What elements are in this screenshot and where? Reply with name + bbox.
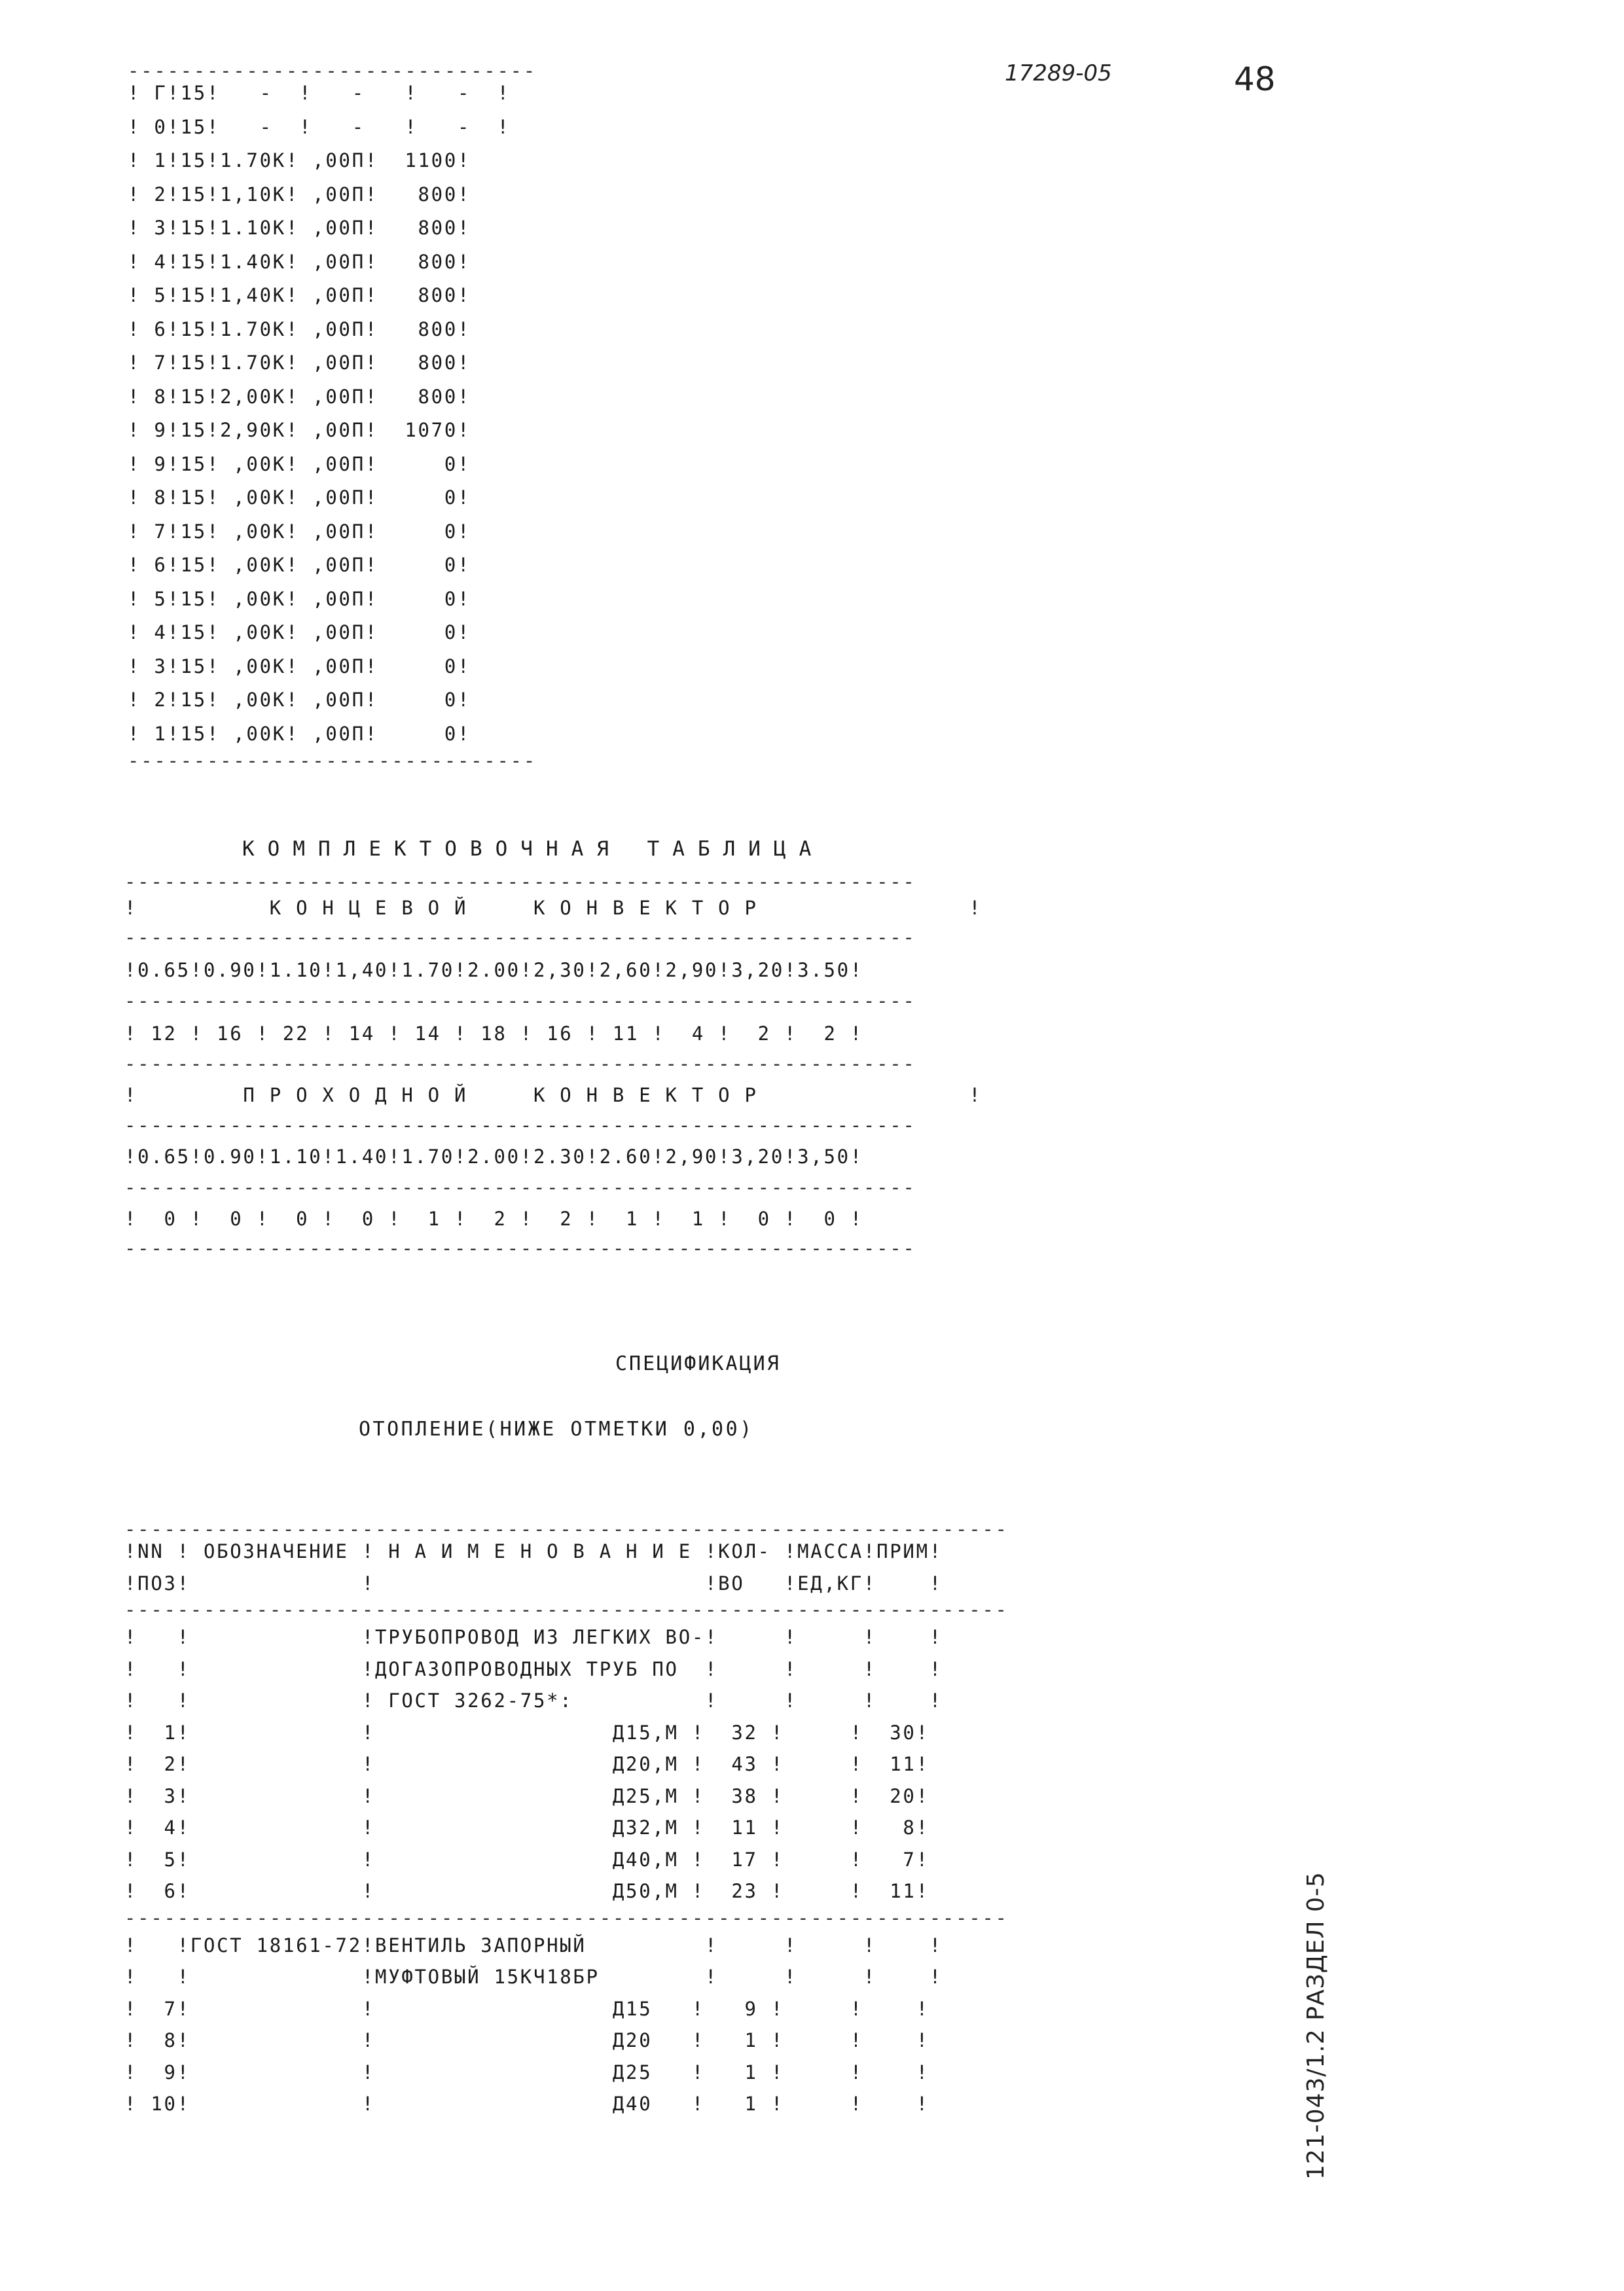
spec-row: ! 7! ! Д15 ! 9 ! ! ! xyxy=(124,1997,929,2020)
table-rule: ------------------------------------------------------------ xyxy=(124,1237,916,1259)
table-row: ! 9!15! ,00К! ,00П! 0! xyxy=(128,452,471,475)
table-row: ! 5!15!1,40К! ,00П! 800! xyxy=(128,284,471,306)
table-row: ! 1!15!1.70К! ,00П! 1100! xyxy=(128,149,471,171)
spec-row: ! ! ! ГОСТ 3262-75*: ! ! ! ! xyxy=(124,1689,943,1712)
document-code: 17289-05 xyxy=(1005,60,1112,86)
table-row: ! 7!15! ,00К! ,00П! 0! xyxy=(128,520,471,543)
spec-row: ! ! !ТРУБОПРОВОД ИЗ ЛЕГКИХ ВО-! ! ! ! xyxy=(124,1626,943,1648)
table-rule: ------------------------------- xyxy=(128,749,537,772)
table-rule: ------------------------------------------------------------ xyxy=(124,926,916,948)
spec-row: ! 4! ! Д32,М ! 11 ! ! 8! xyxy=(124,1816,929,1839)
kt-table-title: КОМПЛЕКТОВОЧНАЯ ТАБЛИЦА xyxy=(242,837,825,861)
spec-subtitle: ОТОПЛЕНИЕ(НИЖЕ ОТМЕТКИ 0,00) xyxy=(359,1418,754,1441)
spec-header-row: !ПОЗ! ! !ВО !ЕД,КГ! ! xyxy=(124,1572,943,1595)
table-rule: ------------------------------------------------------------ xyxy=(124,1114,916,1136)
table-rule: ------------------------------------------------------------------- xyxy=(124,1906,1009,1929)
table-rule: ------------------------------- xyxy=(128,60,537,82)
table-row: ! 0!15! - ! - ! - ! xyxy=(128,115,511,138)
spec-row: ! 5! ! Д40,М ! 17 ! ! 7! xyxy=(124,1848,929,1871)
spec-title: СПЕЦИФИКАЦИЯ xyxy=(615,1352,781,1375)
table-row: ! 4!15!1.40К! ,00П! 800! xyxy=(128,250,471,273)
table-row: ! 6!15! ,00К! ,00П! 0! xyxy=(128,554,471,576)
table-rule: ------------------------------------------------------------------- xyxy=(124,1598,1009,1621)
pass-convector-header: ! П Р О Х О Д Н О Й К О Н В Е К Т О Р ! xyxy=(124,1084,983,1106)
spec-row: ! 9! ! Д25 ! 1 ! ! ! xyxy=(124,2061,929,2084)
spec-row: ! 10! ! Д40 ! 1 ! ! ! xyxy=(124,2093,929,2115)
end-convector-header: ! К О Н Ц Е В О Й К О Н В Е К Т О Р ! xyxy=(124,897,983,919)
table-rule: ------------------------------------------------------------ xyxy=(124,1053,916,1075)
table-row: ! 8!15! ,00К! ,00П! 0! xyxy=(128,486,471,509)
table-row: ! Г!15! - ! - ! - ! xyxy=(128,82,511,104)
table-rule: ------------------------------------------------------------ xyxy=(124,871,916,893)
table-row: ! 4!15! ,00К! ,00П! 0! xyxy=(128,621,471,643)
spec-row: ! ! !МУФТОВЫЙ 15КЧ18БР ! ! ! ! xyxy=(124,1966,943,1988)
spec-row: ! 8! ! Д20 ! 1 ! ! ! xyxy=(124,2029,929,2051)
side-stamp: 121-043/1.2 РАЗДЕЛ 0-5 xyxy=(1303,1871,1329,2180)
table-row: ! 2!15!1,10К! ,00П! 800! xyxy=(128,183,471,206)
table-row: ! 2!15! ,00К! ,00П! 0! xyxy=(128,689,471,711)
table-rule: ------------------------------------------------------------ xyxy=(124,990,916,1012)
pass-convector-counts: ! 0 ! 0 ! 0 ! 0 ! 1 ! 2 ! 2 ! 1 ! 1 ! 0 ! 0 ! xyxy=(124,1208,863,1230)
table-row: ! 9!15!2,90К! ,00П! 1070! xyxy=(128,419,471,441)
table-row: ! 6!15!1.70К! ,00П! 800! xyxy=(128,317,471,340)
table-row: ! 1!15! ,00К! ,00П! 0! xyxy=(128,722,471,745)
table-rule: ------------------------------------------------------------------- xyxy=(124,1518,1009,1540)
spec-row: ! 1! ! Д15,М ! 32 ! ! 30! xyxy=(124,1721,929,1744)
table-row: ! 3!15! ,00К! ,00П! 0! xyxy=(128,655,471,677)
spec-row: ! 2! ! Д20,М ! 43 ! ! 11! xyxy=(124,1753,929,1775)
table-row: ! 7!15!1.70К! ,00П! 800! xyxy=(128,352,471,374)
table-row: ! 3!15!1.10К! ,00П! 800! xyxy=(128,217,471,239)
end-convector-counts: ! 12 ! 16 ! 22 ! 14 ! 14 ! 18 ! 16 ! 11 ! 4 ! 2 ! 2 ! xyxy=(124,1022,863,1045)
table-row: ! 8!15!2,00К! ,00П! 800! xyxy=(128,385,471,408)
spec-row: ! 6! ! Д50,М ! 23 ! ! 11! xyxy=(124,1880,929,1902)
end-convector-sizes: !0.65!0.90!1.10!1,40!1.70!2.00!2,30!2,60!2,90!3,20!3.50! xyxy=(124,959,863,981)
spec-row: ! 3! ! Д25,М ! 38 ! ! 20! xyxy=(124,1784,929,1807)
spec-row: ! !ГОСТ 18161-72!ВЕНТИЛЬ ЗАПОРНЫЙ ! ! ! ! xyxy=(124,1934,943,1957)
spec-row: ! ! !ДОГАЗОПРОВОДНЫХ ТРУБ ПО ! ! ! ! xyxy=(124,1657,943,1680)
table-row: ! 5!15! ,00К! ,00П! 0! xyxy=(128,587,471,610)
pass-convector-sizes: !0.65!0.90!1.10!1.40!1.70!2.00!2.30!2.60!2,90!3,20!3,50! xyxy=(124,1146,863,1168)
page-number: 48 xyxy=(1234,60,1276,98)
spec-header-row: !NN ! ОБОЗНАЧЕНИЕ ! Н А И М Е Н О В А Н И Е !КОЛ- !МАССА!ПРИМ! xyxy=(124,1540,943,1562)
table-rule: ------------------------------------------------------------ xyxy=(124,1176,916,1199)
